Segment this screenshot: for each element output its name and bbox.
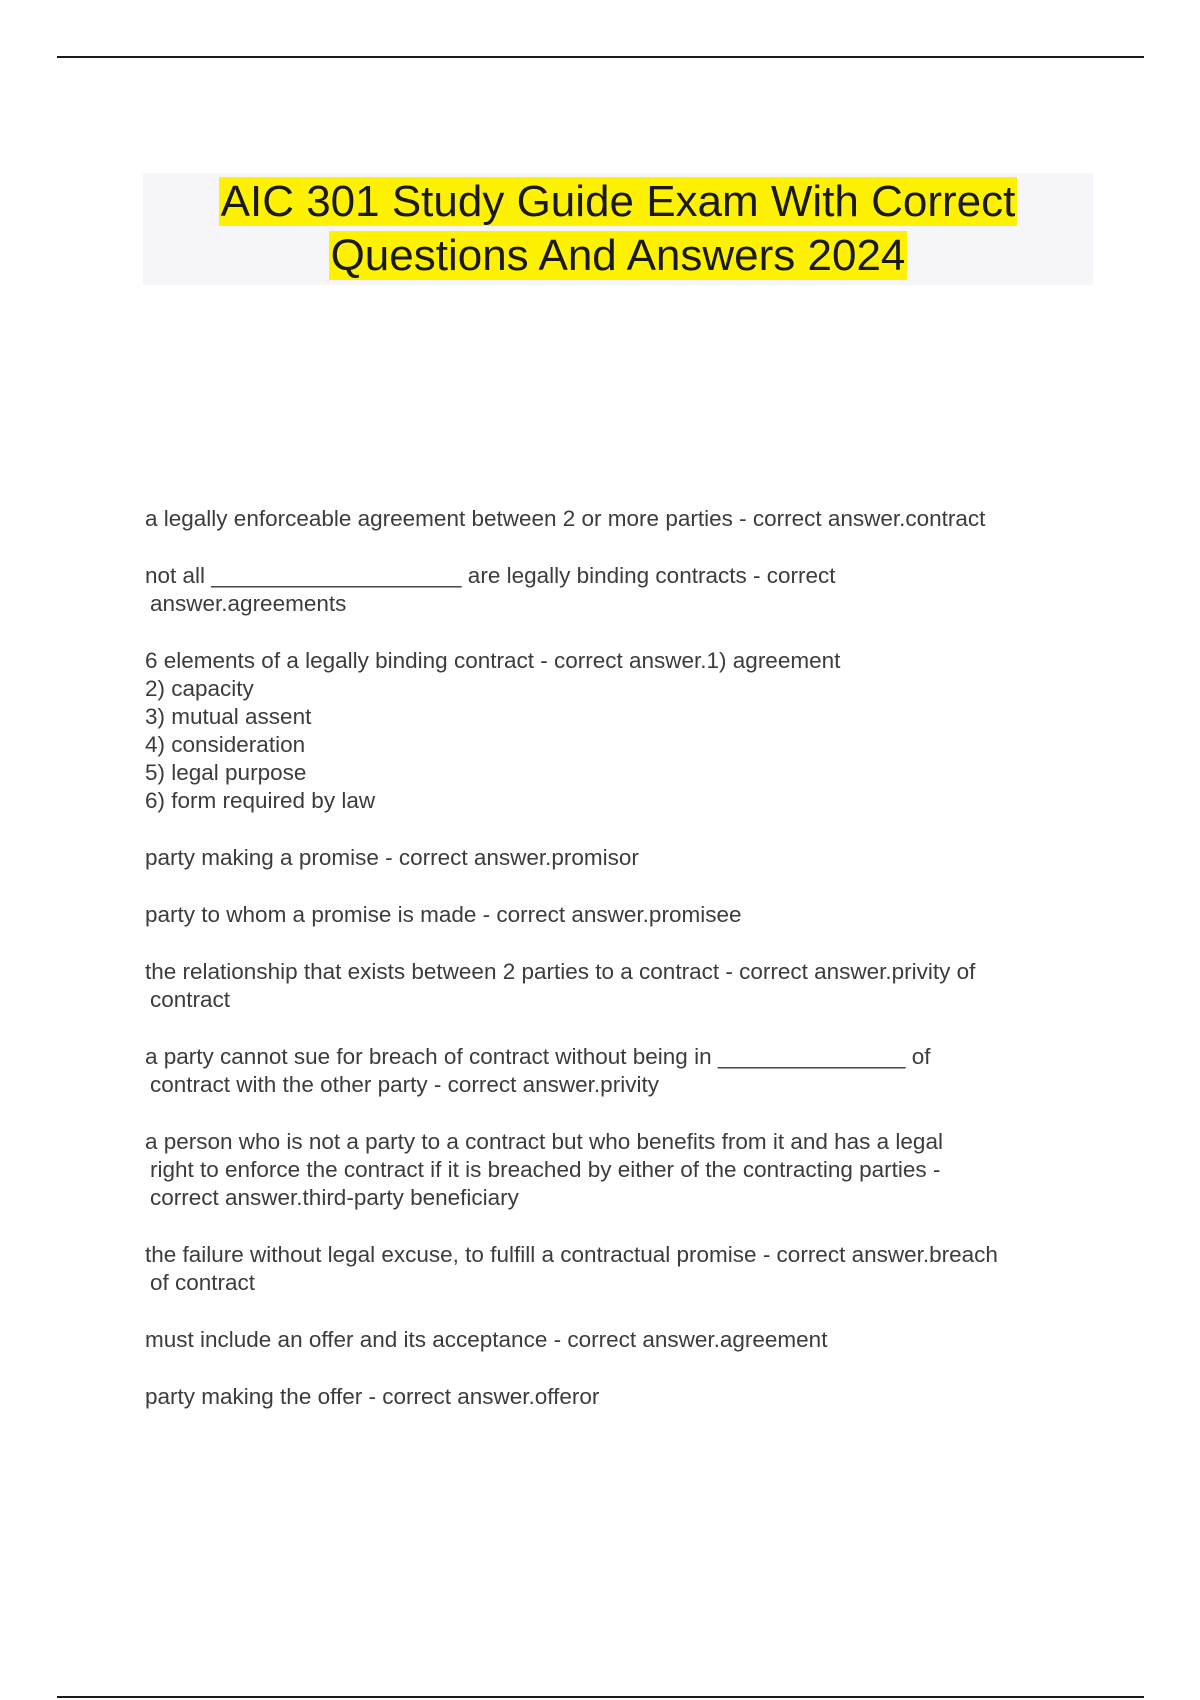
qa-item: [145, 1043, 1095, 1099]
bottom-rule: [57, 1696, 1144, 1698]
qa-line: the relationship that exists between 2 parties to a contract - correct answer.privity of: [145, 959, 976, 984]
qa-line-continued: 5) legal purpose: [145, 760, 307, 785]
qa-line-continued: 4) consideration: [145, 732, 306, 757]
qa-item: [145, 562, 1095, 618]
qa-item: [145, 1326, 1095, 1354]
qa-line-continued: 3) mutual assent: [145, 704, 312, 729]
qa-line-continued: contract with the other party - correct answer.privity: [150, 1072, 659, 1097]
qa-item: [145, 844, 1095, 872]
qa-line-continued: of contract: [150, 1270, 256, 1295]
qa-line-continued: answer.agreements: [150, 591, 347, 616]
qa-item: [145, 1128, 1095, 1212]
qa-item: [145, 505, 1095, 533]
qa-line: party to whom a promise is made - correct answer.promisee: [145, 902, 742, 927]
qa-item: [145, 1241, 1095, 1297]
qa-line: a person who is not a party to a contract but who benefits from it and has a legal: [145, 1129, 943, 1154]
qa-line: not all ____________________ are legally binding contracts - correct: [145, 563, 836, 588]
qa-line: the failure without legal excuse, to fulfill a contractual promise - correct answer.breach: [145, 1242, 998, 1267]
qa-line: party making the offer - correct answer.offeror: [145, 1384, 600, 1409]
qa-line: a legally enforceable agreement between 2 or more parties - correct answer.contract: [145, 506, 986, 531]
qa-line: must include an offer and its acceptance - correct answer.agreement: [145, 1327, 828, 1352]
qa-line: party making a promise - correct answer.promisor: [145, 845, 639, 870]
qa-item: [145, 647, 1095, 815]
qa-line: 6 elements of a legally binding contract - correct answer.1) agreement: [145, 648, 841, 673]
top-rule: [57, 56, 1144, 58]
qa-line-continued: right to enforce the contract if it is breached by either of the contracting parties -: [150, 1157, 941, 1182]
page-title: [143, 175, 1093, 283]
qa-line: a party cannot sue for breach of contract without being in _______________ of: [145, 1044, 931, 1069]
qa-item: [145, 901, 1095, 929]
qa-line-continued: 2) capacity: [145, 676, 254, 701]
qa-list: [145, 505, 1095, 1440]
qa-line-continued: correct answer.third-party beneficiary: [150, 1185, 519, 1210]
qa-line-continued: contract: [150, 987, 231, 1012]
qa-item: [145, 958, 1095, 1014]
qa-line-continued: 6) form required by law: [145, 788, 376, 813]
title-line-2: Questions And Answers 2024: [330, 231, 906, 280]
title-line-1: AIC 301 Study Guide Exam With Correct: [220, 177, 1016, 226]
qa-item: [145, 1383, 1095, 1411]
